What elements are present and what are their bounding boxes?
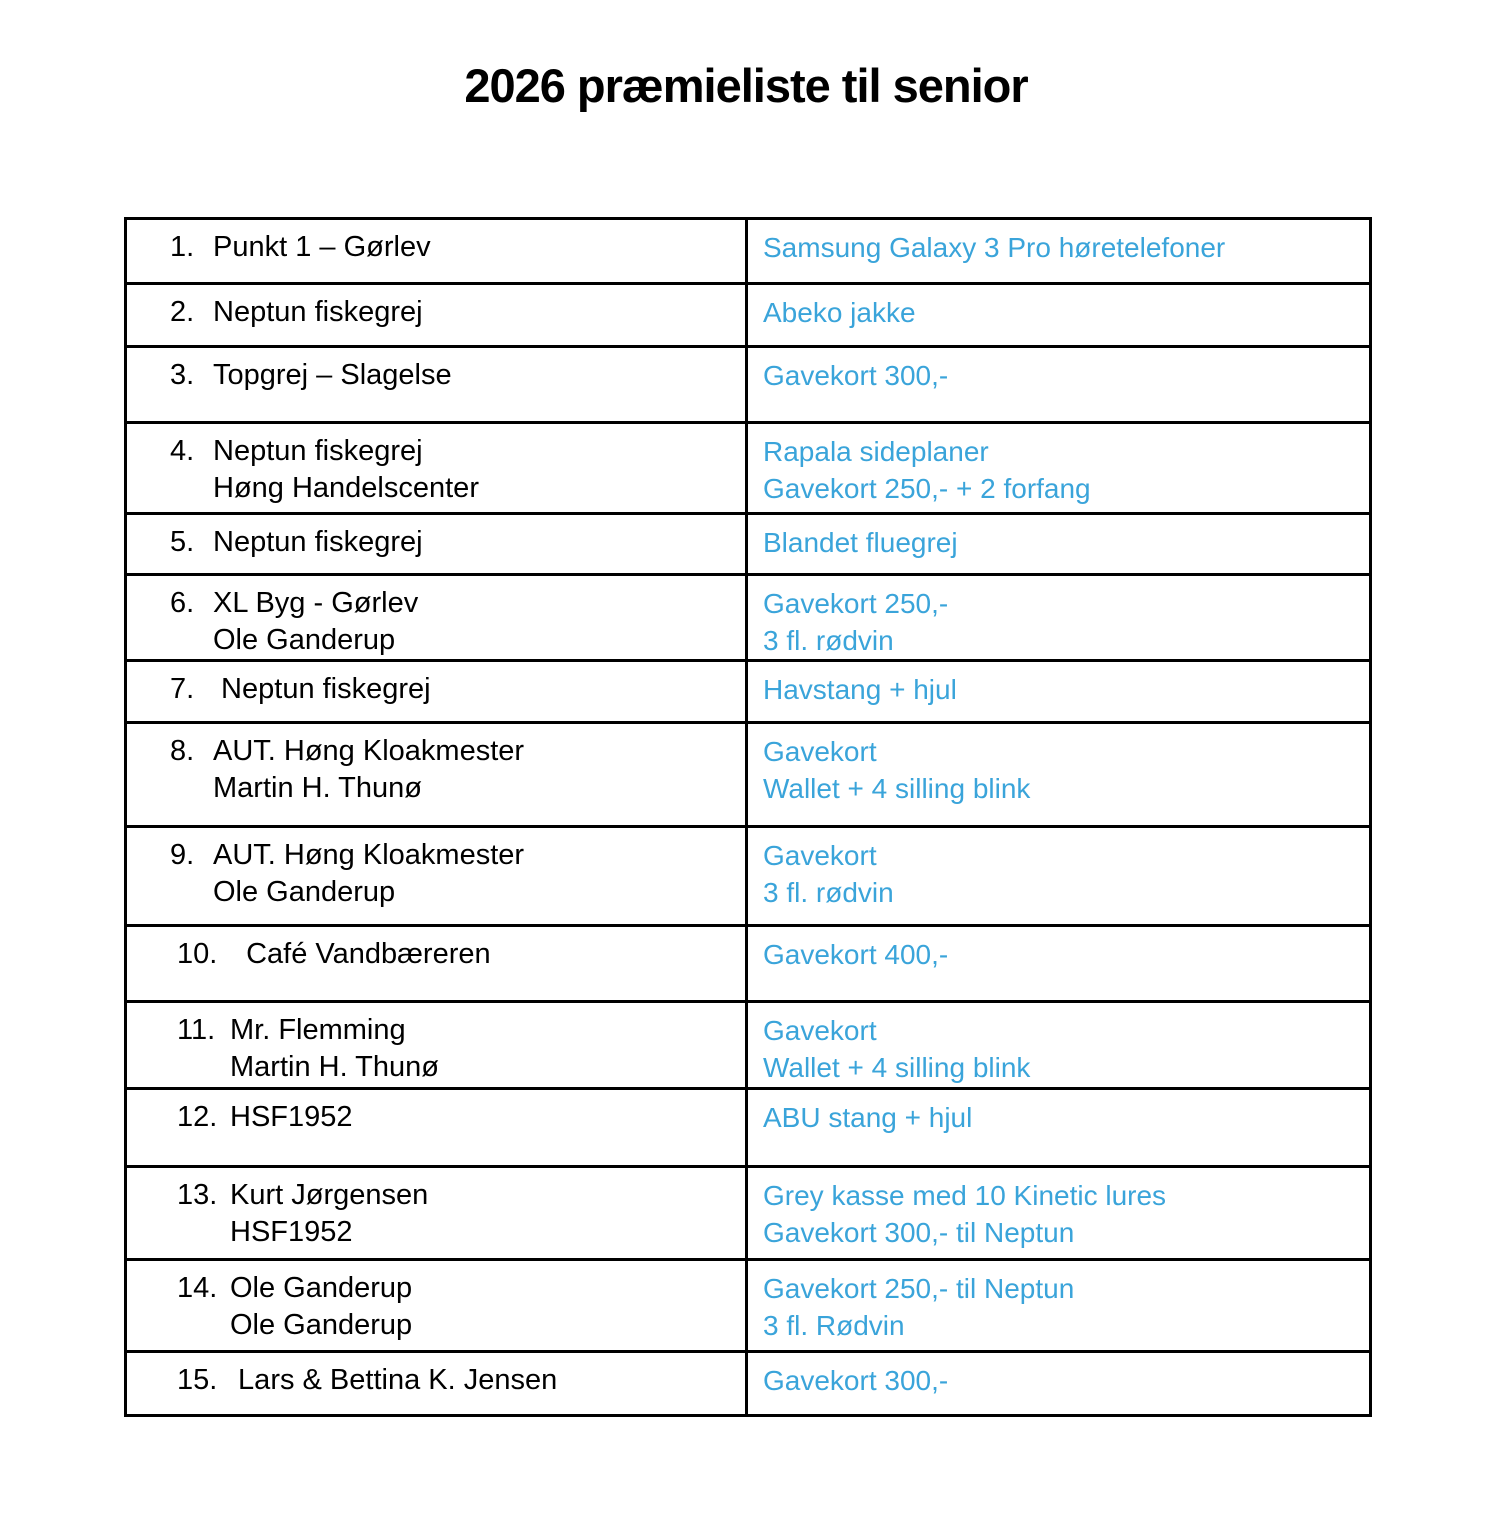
prize-line: Grey kasse med 10 Kinetic lures xyxy=(763,1180,1167,1211)
sponsor-name: Neptun fiskegrej xyxy=(213,673,431,705)
prize-line: 3 fl. Rødvin xyxy=(763,1310,905,1341)
sponsor-name: Lars & Bettina K. Jensen xyxy=(230,1364,558,1396)
prize-cell xyxy=(747,423,1371,514)
sponsor-name: Ole Ganderup xyxy=(230,1272,413,1304)
prize-line: Gavekort 250,- til Neptun xyxy=(763,1273,1075,1304)
prize-cell xyxy=(747,723,1371,827)
sponsor-line xyxy=(170,837,737,874)
sponsor-name: Neptun fiskegrej xyxy=(213,526,423,558)
sponsor-cell xyxy=(126,1352,747,1416)
prize-cell xyxy=(747,661,1371,723)
sponsor-line xyxy=(170,229,737,266)
prize-line: Gavekort xyxy=(763,736,877,767)
sponsor-line: Martin H. Thunø xyxy=(230,1051,439,1083)
prize-line: Gavekort 300,- til Neptun xyxy=(763,1217,1075,1248)
sponsor-cell xyxy=(126,1089,747,1167)
prize-cell xyxy=(747,1002,1371,1089)
sponsor-line xyxy=(177,1362,737,1399)
prize-line: 3 fl. rødvin xyxy=(763,625,894,656)
prize-line: Gavekort xyxy=(763,840,877,871)
page-title: 2026 præmieliste til senior xyxy=(464,59,1028,112)
sponsor-line xyxy=(170,357,737,394)
prize-line: Blandet fluegrej xyxy=(763,527,958,558)
table-row xyxy=(126,723,1371,827)
table-row xyxy=(126,827,1371,926)
prize-cell xyxy=(747,1260,1371,1352)
table-row xyxy=(126,575,1371,661)
table-row xyxy=(126,1260,1371,1352)
table-row xyxy=(126,1089,1371,1167)
sponsor-name: HSF1952 xyxy=(230,1101,353,1133)
row-number: 3. xyxy=(170,359,195,391)
sponsor-line: Ole Ganderup xyxy=(213,624,396,656)
sponsor-name: AUT. Høng Kloakmester xyxy=(213,839,525,871)
prize-cell xyxy=(747,1089,1371,1167)
sponsor-cell xyxy=(126,661,747,723)
prize-cell xyxy=(747,347,1371,423)
prize-line: Gavekort 250,- xyxy=(763,588,949,619)
prize-cell xyxy=(747,1352,1371,1416)
prize-table-body xyxy=(126,219,1371,1416)
prize-line: Abeko jakke xyxy=(763,297,916,328)
sponsor-cell xyxy=(126,926,747,1002)
sponsor-line xyxy=(170,671,737,708)
row-number: 14. xyxy=(177,1272,218,1304)
prize-cell xyxy=(747,514,1371,575)
sponsor-line xyxy=(177,1270,737,1307)
prize-line: Wallet + 4 silling blink xyxy=(763,1052,1031,1083)
row-number: 10. xyxy=(177,938,218,970)
sponsor-line xyxy=(170,733,737,770)
table-row xyxy=(126,1352,1371,1416)
prize-line: Gavekort xyxy=(763,1015,877,1046)
prize-line: Gavekort 300,- xyxy=(763,360,949,391)
prize-cell xyxy=(747,219,1371,284)
sponsor-cell xyxy=(126,347,747,423)
table-row xyxy=(126,284,1371,347)
prize-table xyxy=(124,217,1372,1417)
table-row xyxy=(126,1167,1371,1260)
prize-cell xyxy=(747,926,1371,1002)
row-number: 8. xyxy=(170,735,195,767)
row-number: 1. xyxy=(170,231,195,263)
sponsor-name: AUT. Høng Kloakmester xyxy=(213,735,525,767)
sponsor-line: HSF1952 xyxy=(230,1216,353,1248)
row-number: 4. xyxy=(170,435,195,467)
sponsor-line xyxy=(170,524,737,561)
sponsor-line xyxy=(170,585,737,622)
sponsor-line: Høng Handelscenter xyxy=(213,472,479,504)
sponsor-line: Martin H. Thunø xyxy=(213,772,422,804)
table-row xyxy=(126,347,1371,423)
sponsor-name: XL Byg - Gørlev xyxy=(213,587,419,619)
sponsor-name: Mr. Flemming xyxy=(230,1014,406,1046)
sponsor-line: Ole Ganderup xyxy=(213,876,396,908)
row-number: 13. xyxy=(177,1179,218,1211)
sponsor-name: Neptun fiskegrej xyxy=(213,435,423,467)
sponsor-cell xyxy=(126,1167,747,1260)
sponsor-cell xyxy=(126,514,747,575)
sponsor-line xyxy=(177,1177,737,1214)
sponsor-cell xyxy=(126,219,747,284)
sponsor-cell xyxy=(126,284,747,347)
table-row xyxy=(126,514,1371,575)
sponsor-cell xyxy=(126,423,747,514)
table-row xyxy=(126,1002,1371,1089)
sponsor-name: Kurt Jørgensen xyxy=(230,1179,429,1211)
sponsor-line xyxy=(177,1099,737,1136)
table-row xyxy=(126,926,1371,1002)
prize-line: Wallet + 4 silling blink xyxy=(763,773,1031,804)
sponsor-name: Neptun fiskegrej xyxy=(213,296,423,328)
row-number: 15. xyxy=(177,1364,218,1396)
table-row xyxy=(126,423,1371,514)
sponsor-cell xyxy=(126,827,747,926)
sponsor-cell xyxy=(126,1260,747,1352)
prize-line: Rapala sideplaner xyxy=(763,436,989,467)
prize-cell xyxy=(747,827,1371,926)
row-number: 2. xyxy=(170,296,195,328)
prize-line: Gavekort 250,- + 2 forfang xyxy=(763,473,1091,504)
sponsor-line xyxy=(170,433,737,470)
prize-cell xyxy=(747,575,1371,661)
sponsor-line xyxy=(177,936,737,973)
row-number: 9. xyxy=(170,839,195,871)
sponsor-cell xyxy=(126,723,747,827)
prize-line: 3 fl. rødvin xyxy=(763,877,894,908)
prize-line: ABU stang + hjul xyxy=(763,1102,973,1133)
sponsor-cell xyxy=(126,1002,747,1089)
sponsor-name: Café Vandbæreren xyxy=(230,938,491,970)
sponsor-line xyxy=(170,294,737,331)
row-number: 12. xyxy=(177,1101,218,1133)
sponsor-cell xyxy=(126,575,747,661)
table-row xyxy=(126,219,1371,284)
prize-line: Samsung Galaxy 3 Pro høretelefoner xyxy=(763,232,1226,263)
prize-cell xyxy=(747,284,1371,347)
table-row xyxy=(126,661,1371,723)
row-number: 7. xyxy=(170,673,195,705)
row-number: 11. xyxy=(177,1014,216,1046)
prize-line: Gavekort 400,- xyxy=(763,939,949,970)
prize-line: Gavekort 300,- xyxy=(763,1365,949,1396)
row-number: 5. xyxy=(170,526,195,558)
sponsor-line: Ole Ganderup xyxy=(230,1309,413,1341)
prize-line: Havstang + hjul xyxy=(763,674,957,705)
sponsor-name: Punkt 1 – Gørlev xyxy=(213,231,431,263)
row-number: 6. xyxy=(170,587,195,619)
prize-cell xyxy=(747,1167,1371,1260)
sponsor-line xyxy=(177,1012,737,1049)
sponsor-name: Topgrej – Slagelse xyxy=(213,359,452,391)
